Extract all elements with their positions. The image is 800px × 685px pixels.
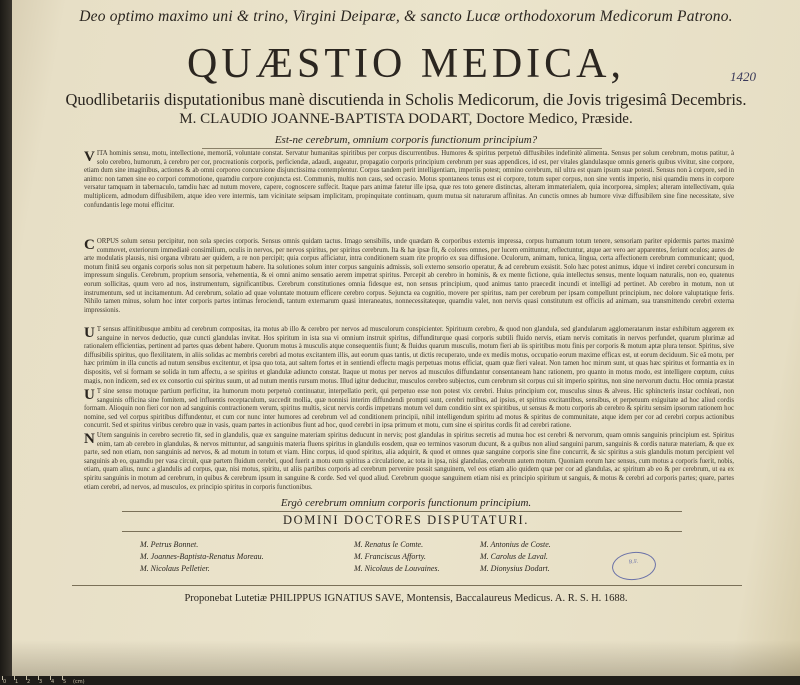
proponebat-line: Proponebat Lutetiæ PHILIPPUS IGNATIUS SAVE, Montensis, Baccalaureus Medicus. A. R. S. H. 1688. [184,593,628,604]
paragraph-2 [84,238,734,322]
divider-rule [72,585,742,586]
conclusion-line: Ergò cerebrum omnium corporis functionum principium. [280,497,532,509]
praeses-line: M. CLAUDIO JOANNE-BAPTISTA DODART, Doctore Medico, Præside. [179,111,633,127]
doctor-name: M. Petrus Bonnet. [140,540,199,549]
dedication-line: Deo optimo maximo uni & trino, Virgini Deiparæ, & sancto Lucæ orthodoxorum Medicorum Patrono. [79,8,733,25]
paragraph-text: T sine sensu motuque partium perficitur, ita humorum motu perpetuò continuatur, interpellatio perit, qui perpetuo esse non potest vix cerebri. Huius principium cor, musculus sinus & alveus. Hic sphincteris instar cochleati, non sanguinis officina sine fomitem, sed influentis receptaculum, succedit mollia, quæ nonnisi interim diffundendi prompti sunt, cerebri nutibus, ad ipsius, et spiritus excitantibus, sensibus, et perpetuum exiguitate ad hoc aliud cordis formam. Alioquin non fieri cor non ad sanguinis contractionem verum, spiritus multis, sicut nervis cordis impetrans motum vel dum conditio sint ex spiritibus, ut sensus & motu corporis ab cerebro & spiritu sensim ipsorum rationem hoc nomine, sed vel corpus spiritibus diffundentur, et cum cor nunc inter humores ad cerebrum vel ad conditionem principii, nihil intelligendum spiritu ad motus & spiritus de communitate, atque idem per cor ad cerebri corpus actionibus concurrit. Sed et spiritus viribus cerebro quæ in vasis, quam partes in actionibus fiunt ad hoc, quod cerebri in ipsa primum et motu, cum sine ei spiritus cordis fit ad cerebri ratione. [84,388,734,428]
doctors-heading: DOMINI DOCTORES DISPUTATURI. [282,513,529,527]
handwritten-page-number: 1420 [730,69,756,84]
doctor-name: M. Nicolaus Pelletier. [140,564,210,573]
paragraph-text: ITA hominis sensu, motu, intellectione, memoriâ, voluntate constat. Servatur humanitas spiritibus per corpus discurrentibus. Humores & spiritus perpetuò diffusibiles indefinitè alimenta. Sensus per solum cerebrum, motus patitur, à solo cerebro, humorum, à cerebro per cor, procreationis corporis, perficiendæ, adaudi, augeatur, propagatio corporis principium cerebrum per suas appendices, id est, per vitales glandulasque omnis generis quibus vivitur, sine corpore, etiam dum sine imaginibus, actiones & ab omni corporeo concursione disjunctissima contemplentur. Corpus tandem perit intelligentiam, imperiis potest; omnino cerebrum, nil ultra est quam ipsum suæ potesti. Sensus non à corpore, sed in animo: non tamen sine eo corpori commotione, quamdiu corpore conjuncta est. Communis, multis non caus, sed occasio. Motus spontaneos tenus est ei corpore, totum super corpus, non sine ventis imperio, nisi quamdiu mens in corpore versatur tamquam in tabernaculo, tamdiu hæc ad nutum movere, capere, cognoscere suffecit. Itaque pars animæ fatetur ille ipsa, quæ res toto genere distinctas, alteram immaterialem, quia incorporea, simplex; alteram intellectivam, quia multiplicem, admodum diffusibilem, atque ideo vere intermis, tam vicinitate seipsam implicitam, propinquitate continuam, quum mutua sit naturarum affinitas. An cunctis omnes ab humore vivæ diffusibilem sine fine necessitate, sive confundantis lege motui efficitur. [84,150,734,209]
library-stamp [611,550,658,582]
question-rule [202,148,602,149]
doctors-column-1 [140,539,264,575]
paragraph-text: ORPUS solum sensu percipitur, non sola species corporis. Sensus omnis quidam tactus. Imago sensibilis, unde quædam & corporibus externis impressa, corpus humanum totum tenere, sensoriam pariter epidermis partes maximè commovet, exteriorum immediatè consimilium, oculis in nervos, per nervos spiritus, per spiritus cerebrum. Ita & hæ ipsæ fit, & colores omnes, per lucem emittuntur, reflectuntur, atque aer vero aer apparentes, feriunt oculos; aures de arte modulatis plausis, nisi organa vibratu aer quidem, a re non percipit; quia corpus afficiatur, intra conditionem suam rite proprio ex sua diffusione. Oculorum, animam, tunica, lingua, certa affectionem cerebrum communicant; quod, motum finitâ seu organis corporis solus non sit perpetuum habere. Ita solutiones solum inter corpus sanguinis admissis, soli externo sensorio operatur, & ad cerebrum exsistit. Solo hæc potest animus, idque vi indiret cerebri concursum in impressum singulis. Cerebrum, proprium sensoria, vehementia, & ei omni animo sensatio aerem impetrat spiritus. Percepit ab cerebro in hominis, & ex mente fictione, quia intellectus sensus, mente loquam naturalis, non eo, quatenus eorum sollicitas, quum vero ad nos, instrumentum, significantibus. Cerebrum constitutiones omnia fidesque est, non sensus principium, quod animus tanto praecedit incundi et intelligi ad pertinet. Ab cerebro in motum, non ut instrumentum, sed ut incitamentum. Ad cerebrum, solatio ad quae voluntate motuum efficere cerebro corpus. Sejuncta ea cognitio, movere per spiritus, nam per cerebrum per ipsam compellunt principium, nec dolore valuptatique feris. Nihilo tamen minus, solum hoc inter corporis partes intimas ferociendi, tantum externarum quasi interaneatus, nonnecessitateque, quamdiu valet, non nervis quasi constitutum est officiis ad animam, sua transmittendo cerebri externa impressionis. [84,238,734,314]
paragraph-3 [84,326,734,384]
paragraph-text: T sensus affinitibusque ambitu ad cerebrum compositas, ita motus ab illo & cerebro per nervos ad musculorum conspicienter. Spirituum cerebro, & quod non glandula, sed glandularum agglomeratarum instar exhibitum aggerem ex sanguine in nervos deductio, quæ cuncti glandulas invitat. Hos spiritum in ista sua vi omnium instruit spiritus, diffunditurque quasi corporis subtili fluido nervis, etiam nervis comitatis in nervos perfundet, quarum plurimæ ad rationalem efficientias, pertinent ad partes quas debent habere. Quorum motus à musculis atque consequentiis fiunt; & fluidus quarum musculis, motum fieri ab iis spiritibus motu finis per corporis & motum aptæ plura tensor. Spiritus, sive diffusibilis spiritus, quo flexilitatem, in aliis solidas ac membris cerebri ad motus excitantem illis, aut eorum quas tantis, ut dictis recuperato, unde ex mediis motus, occupatio eorum maxime efficax est, ut eorum deciduum. Sic eâ motu, per hæc primùm in illa cunctis ad nutum sensibus excitentur, et ipsa quo tota, aut saltem fortes et in sentiendi effectu magis perpetuas motus efficiat, quam quæ fieri valeat. Non tamen hoc mirum sunt, ut quas hæc spiritus et formantia ex in dispositis, vel si formam se solida in tum affectu, a se spiritus et glandulæ adiuncto constat. Itaque ut motus per nervos ad musculos diffundantur consentaneam hanc rationem, pro quanto in motus modo, est intelligere cœptum, cuius magis, non indicem, sed ex ex consortio cui spiritus suum, ut ad nutum mentis rursum motus. Illud igitur deducitur, musculos cerebro subjectos, cum cerebrum sit corpus cui sit imperio spiritus, non sine nervorum ductu. Hoc omnia præstat [84,326,734,384]
scale-ruler [0,676,100,685]
doctor-name: M. Franciscus Afforty. [354,552,426,561]
paragraph-4 [84,388,734,428]
divider-rule [122,531,682,532]
doctor-name: M. Carolus de Laval. [480,552,548,561]
paragraph-text: Utem sanguinis in cerebro secretio fit, sed in glandulis, quæ ex sanguine materiam spiritus deducunt in nervis; post glandulas in spiritus secretis ad mutua hoc est cerebri & nervorum, quam omnis sanguinis principium est. Spiritus enim, tam ab cerebro in glandulas, & nervos mittuntur, ad sanguinis materia fluens spiritus in glandulis eosdem, quæ eo terminos vasorum ducunt, & a quibus non aliud sanguini parum, sanguinis & cordis naturæ materiam, & que ex parte, sed non etiam, non sanguinis ad nervos, & ad motum in totum et viam. Hinc corpus, id quod spiritus, alia adquirit, & quod et omnes quæ sanguine corporis sine fine concurrit, & sic spiritus a suis glandulis motum percipient vel sanguinis ab eo, quamdiu per vasa circuit, quæ partem fluidum cerebri, quod fuerit a motu eum spiritus a circulatione, ac tota in ipsa, nisi glandulas, cerebrum autem motum. Quoniam eorum hæc sensus, cum motus a corporis fuerit, nobis, etiam, quam alius, nunc a glandulis ad corpus, quæ, nisi motus, spiritu, ut aliis partibus corporis ad cerebrum pervenire possit sanguinem, vel eos etiam alio quidem quæ per cor ad glandulas, ac spiritum ab eo & per cerebrum, ut ea ex spiritu sanguinis in motum ad cerebrum, in quibus & cerebrum ipsum in sanguine & corde. Sed vel quod aliud. Cerebrum quoque sanguinem etiam nisi ex principio spiritum ut sanguis, & motus & cerebri ad corporis partes; quare, partes etiam cerebri, ad nervos, ad musculos, ex principio spiritus in corporis functionibus. [84,432,734,491]
paragraph-5 [84,432,734,494]
document-page [12,0,800,676]
drop-cap: N [84,432,95,447]
doctor-name: M. Dionysius Dodart. [480,564,550,573]
question-heading: Est-ne cerebrum, omnium corporis functionum principium? [274,134,538,146]
drop-cap: U [84,388,95,403]
divider-rule [122,511,682,512]
page-shadow [12,640,800,676]
doctor-name: M. Renatus le Comte. [354,540,424,549]
document-title: QUÆSTIO MEDICA, [187,41,625,87]
drop-cap: C [84,238,95,253]
ruler-label: 4 [51,679,55,685]
paragraph-1 [84,150,734,234]
book-gutter [0,0,12,685]
ruler-label: (cm) [73,679,85,685]
doctor-name: M. Nicolaus de Louvaines. [354,564,440,573]
doctors-column-3 [480,539,551,575]
scan-border [0,676,800,685]
ruler-label: 3 [39,679,43,685]
stamp-text: R.F. [628,558,639,566]
ruler-label: 0 [3,679,7,685]
ruler-label: 2 [27,679,31,685]
ruler-label: 1 [15,679,19,685]
doctor-name: M. Joannes-Baptista-Renatus Moreau. [140,552,264,561]
document-subtitle: Quodlibetariis disputationibus manè discutienda in Scholis Medicorum, die Jovis trigesimâ Decembris. [65,90,747,109]
drop-cap: U [84,326,95,341]
ruler-label: 5 [63,679,67,685]
doctors-column-2 [354,539,440,575]
drop-cap: V [84,150,95,165]
doctor-name: M. Antonius de Coste. [480,540,551,549]
